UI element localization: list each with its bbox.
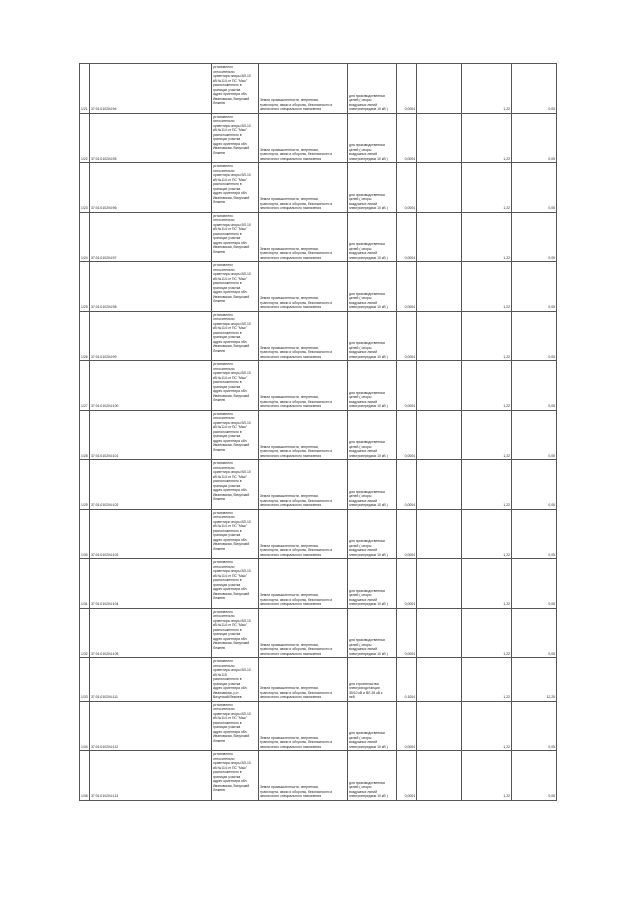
permitted-use-cell: для производственных целей ( опоры воздушных линий электропередачи 10 кВ ) — [348, 311, 397, 361]
empty-cell — [417, 509, 462, 559]
table-row — [80, 658, 557, 702]
area-cell: 0,0004 — [397, 410, 417, 460]
area-cell: 0,0004 — [397, 701, 417, 751]
empty-cell — [417, 559, 462, 609]
tax-amount-cell: 0,05 — [512, 311, 557, 361]
location-description-cell: установлено относительно ориентира опоры ВЛ-10 кВ №114 от ПС "Мыс" расположенного в границах участка адрес ориентира обл. Ивановская, Вичугский Лежнев — [212, 361, 259, 411]
table-row — [80, 460, 557, 510]
row-number-cell: 1/29 — [80, 460, 90, 510]
land-category-cell: Земли промышленности, энергетики, транспорта, связи и обороны, безопасности и земли иного специального назначения — [259, 163, 348, 213]
cadastral-number-cell: 37:01:010204:102 — [90, 460, 212, 510]
permitted-use-cell: для производственных целей ( опоры воздушных линий электропередачи 10 кВ ) — [348, 509, 397, 559]
cadastral-number-cell: 37:01:010204:96 — [90, 163, 212, 213]
cadastral-number-cell: 37:01:010204:105 — [90, 608, 212, 658]
tax-amount-cell: 0,05 — [512, 701, 557, 751]
area-cell: 0,0004 — [397, 559, 417, 609]
cadastral-number-cell: 37:01:010204:98 — [90, 262, 212, 312]
rate-cell: 1,22 — [462, 361, 512, 411]
rate-cell: 1,22 — [462, 608, 512, 658]
permitted-use-cell: для производственных целей ( опоры воздушных линий электропередачи 10 кВ ) — [348, 64, 397, 114]
cadastral-number-cell: 37:01:010204:112 — [90, 701, 212, 751]
location-description-cell: установлено относительно ориентира опоры ВЛ-10 кВ №114 от ПС "Мыс" расположенного в границах участка адрес ориентира обл. Ивановская, Вичугский Лежнев — [212, 608, 259, 658]
land-category-cell: Земли промышленности, энергетики, транспорта, связи и обороны, безопасности и земли иного специального назначения — [259, 608, 348, 658]
row-number-cell: 1/32 — [80, 608, 90, 658]
empty-cell — [417, 701, 462, 751]
location-description-cell: установлено относительно ориентира опоры ВЛ-10 кВ №114 от ПС "Мыс" расположенного в границах участка адрес ориентира обл. Ивановская, Вичугский Лежнев — [212, 64, 259, 114]
location-description-cell: установлено относительно ориентира опоры ВЛ-10 кВ №114 от ПС "Мыс" расположенного в границах участка адрес ориентира обл. Ивановская, Вичугский Лежнев — [212, 113, 259, 163]
table-row — [80, 608, 557, 658]
cadastral-number-cell: 37:01:010204:103 — [90, 509, 212, 559]
empty-cell — [417, 751, 462, 801]
rate-cell: 1,22 — [462, 212, 512, 262]
table-row — [80, 212, 557, 262]
cadastral-number-cell: 37:01:010204:94 — [90, 64, 212, 114]
rate-cell: 1,22 — [462, 460, 512, 510]
land-category-cell: Земли промышленности, энергетики, транспорта, связи и обороны, безопасности и земли иного специального назначения — [259, 212, 348, 262]
location-description-cell: установлено относительно ориентира опоры ВЛ-10 кВ №114 от ПС "Мыс" расположенного в границах участка адрес ориентира обл. Ивановская, Вичугский Лежнев — [212, 163, 259, 213]
land-category-cell: Земли промышленности, энергетики, транспорта, связи и обороны, безопасности и земли иного специального назначения — [259, 262, 348, 312]
land-category-cell: Земли промышленности, энергетики, транспорта, связи и обороны, безопасности и земли иного специального назначения — [259, 559, 348, 609]
empty-cell — [417, 262, 462, 312]
tax-amount-cell: 0,05 — [512, 212, 557, 262]
permitted-use-cell: для производственных целей ( опоры воздушных линий электропередачи 10 кВ ) — [348, 163, 397, 213]
area-cell: 0,0004 — [397, 460, 417, 510]
row-number-cell: 1/25 — [80, 262, 90, 312]
land-category-cell: Земли промышленности, энергетики, транспорта, связи и обороны, безопасности и земли иного специального назначения — [259, 410, 348, 460]
land-category-cell: Земли промышленности, энергетики, транспорта, связи и обороны, безопасности и земли иного специального назначения — [259, 701, 348, 751]
table-row — [80, 361, 557, 411]
area-cell: 0,0004 — [397, 361, 417, 411]
table-row — [80, 262, 557, 312]
area-cell: 0,0004 — [397, 311, 417, 361]
area-cell: 0,0004 — [397, 113, 417, 163]
tax-amount-cell: 0,05 — [512, 262, 557, 312]
row-number-cell: 1/35 — [80, 751, 90, 801]
rate-cell: 1,22 — [462, 751, 512, 801]
location-description-cell: установлено относительно ориентира опоры ВЛ-10 кВ №114 от ПС "Мыс" расположенного в границах участка адрес ориентира обл. Ивановская, Вичугский Лежнев — [212, 410, 259, 460]
cadastral-number-cell: 37:01:010204:97 — [90, 212, 212, 262]
tax-amount-cell: 0,05 — [512, 460, 557, 510]
land-category-cell: Земли промышленности, энергетики, транспорта, связи и обороны, безопасности и земли иного специального назначения — [259, 751, 348, 801]
row-number-cell: 1/22 — [80, 113, 90, 163]
tax-amount-cell: 0,05 — [512, 559, 557, 609]
table-row — [80, 509, 557, 559]
permitted-use-cell: для производственных целей ( опоры воздушных линий электропередачи 10 кВ ) — [348, 212, 397, 262]
table-row — [80, 64, 557, 114]
rate-cell: 1,22 — [462, 262, 512, 312]
row-number-cell: 1/27 — [80, 361, 90, 411]
location-description-cell: установлено относительно ориентира опоры ВЛ-10 кВ №114 от ПС "Мыс" расположенного в границах участка адрес ориентира обл. Ивановская, Вичугский Лежнев — [212, 262, 259, 312]
permitted-use-cell: для производственных целей ( опоры воздушных линий электропередачи 10 кВ ) — [348, 559, 397, 609]
row-number-cell: 1/30 — [80, 509, 90, 559]
table-row — [80, 559, 557, 609]
cadastral-number-cell: 37:01:010204:99 — [90, 311, 212, 361]
table-row — [80, 311, 557, 361]
tax-amount-cell: 0,05 — [512, 410, 557, 460]
cadastral-number-cell: 37:01:010204:101 — [90, 410, 212, 460]
tax-amount-cell: 0,05 — [512, 608, 557, 658]
table-row — [80, 410, 557, 460]
cadastral-number-cell: 37:01:010204:113 — [90, 751, 212, 801]
tax-amount-cell: 0,05 — [512, 64, 557, 114]
land-category-cell: Земли промышленности, энергетики, транспорта, связи и обороны, безопасности и земли иного специального назначения — [259, 509, 348, 559]
table-row — [80, 163, 557, 213]
table-row — [80, 701, 557, 751]
permitted-use-cell: для производственных целей ( опоры воздушных линий электропередачи 10 кВ ) — [348, 460, 397, 510]
tax-amount-cell: 12,25 — [512, 658, 557, 702]
permitted-use-cell: для производственных целей ( опоры воздушных линий электропередачи 10 кВ ) — [348, 751, 397, 801]
area-cell: 0,0004 — [397, 163, 417, 213]
area-cell: 0,0004 — [397, 262, 417, 312]
location-description-cell: установлено относительно ориентира опоры ВЛ-10 кВ №114 от ПС "Мыс" расположенного в границах участка адрес ориентира обл. Ивановская, Вичугский Лежнев — [212, 509, 259, 559]
empty-cell — [417, 608, 462, 658]
row-number-cell: 1/28 — [80, 410, 90, 460]
rate-cell: 1,22 — [462, 509, 512, 559]
area-cell: 0,0004 — [397, 608, 417, 658]
rate-cell: 1,22 — [462, 410, 512, 460]
empty-cell — [417, 64, 462, 114]
permitted-use-cell: для производственных целей ( опоры воздушных линий электропередачи 10 кВ ) — [348, 701, 397, 751]
permitted-use-cell: для производственных целей ( опоры воздушных линий электропередачи 10 кВ ) — [348, 262, 397, 312]
tax-amount-cell: 0,05 — [512, 751, 557, 801]
empty-cell — [417, 163, 462, 213]
permitted-use-cell: для производственных целей ( опоры воздушных линий электропередачи 10 кВ ) — [348, 361, 397, 411]
tax-amount-cell: 0,05 — [512, 113, 557, 163]
land-category-cell: Земли промышленности, энергетики, транспорта, связи и обороны, безопасности и земли иного специального назначения — [259, 658, 348, 702]
land-category-cell: Земли промышленности, энергетики, транспорта, связи и обороны, безопасности и земли иного специального назначения — [259, 311, 348, 361]
permitted-use-cell: для производственных целей ( опоры воздушных линий электропередачи 10 кВ ) — [348, 608, 397, 658]
area-cell: 0,0004 — [397, 509, 417, 559]
empty-cell — [417, 460, 462, 510]
table-row — [80, 113, 557, 163]
tax-amount-cell: 0,05 — [512, 509, 557, 559]
permitted-use-cell: для строительства электроподстанции 35/10 кВ и ВЛ-35 кВ к ней — [348, 658, 397, 702]
empty-cell — [417, 658, 462, 702]
rate-cell: 1,22 — [462, 658, 512, 702]
area-cell: 0,0004 — [397, 64, 417, 114]
cadastral-number-cell: 37:01:010204:95 — [90, 113, 212, 163]
rate-cell: 1,22 — [462, 311, 512, 361]
empty-cell — [417, 113, 462, 163]
empty-cell — [417, 361, 462, 411]
rate-cell: 1,22 — [462, 559, 512, 609]
land-category-cell: Земли промышленности, энергетики, транспорта, связи и обороны, безопасности и земли иного специального назначения — [259, 460, 348, 510]
location-description-cell: установлено относительно ориентира опоры ВЛ-10 кВ №114 от ПС "Мыс" расположенного в границах участка адрес ориентира обл. Ивановская, Вичугский Лежнев — [212, 751, 259, 801]
row-number-cell: 1/31 — [80, 559, 90, 609]
tax-amount-cell: 0,05 — [512, 163, 557, 213]
area-cell: 0,1004 — [397, 658, 417, 702]
rate-cell: 1,22 — [462, 163, 512, 213]
table-row — [80, 751, 557, 801]
land-category-cell: Земли промышленности, энергетики, транспорта, связи и обороны, безопасности и земли иного специального назначения — [259, 361, 348, 411]
row-number-cell: 1/21 — [80, 64, 90, 114]
land-plots-table — [79, 63, 557, 801]
row-number-cell: 1/24 — [80, 212, 90, 262]
rate-cell: 1,22 — [462, 113, 512, 163]
row-number-cell: 1/26 — [80, 311, 90, 361]
cadastral-number-cell: 37:01:010204:111 — [90, 658, 212, 702]
location-description-cell: установлено относительно ориентира опоры ВЛ-10 кВ №114 от ПС "Мыс" расположенного в границах участка адрес ориентира обл. Ивановская, Вичугский Лежнев — [212, 311, 259, 361]
row-number-cell: 1/33 — [80, 658, 90, 702]
tax-amount-cell: 0,05 — [512, 361, 557, 411]
empty-cell — [417, 410, 462, 460]
location-description-cell: установлено относительно ориентира опоры ВЛ-10 кВ №114 от ПС "Мыс" расположенного в границах участка адрес ориентира обл. Ивановская, Вичугский Лежнев — [212, 559, 259, 609]
location-description-cell: установлено относительно ориентира опоры ВЛ-10 кВ №114 от ПС "Мыс" расположенного в границах участка адрес ориентира обл. Ивановская, Вичугский Лежнев — [212, 212, 259, 262]
area-cell: 0,0004 — [397, 212, 417, 262]
empty-cell — [417, 311, 462, 361]
permitted-use-cell: для производственных целей ( опоры воздушных линий электропередачи 10 кВ ) — [348, 410, 397, 460]
row-number-cell: 1/23 — [80, 163, 90, 213]
location-description-cell: установлено относительно ориентира опоры ВЛ-10 кВ №115 расположенного в границах участка адрес ориентира обл. Ивановская, р-н Вичугский/Лежнев — [212, 658, 259, 702]
land-category-cell: Земли промышленности, энергетики, транспорта, связи и обороны, безопасности и земли иного специального назначения — [259, 64, 348, 114]
location-description-cell: установлено относительно ориентира опоры ВЛ-10 кВ №114 от ПС "Мыс" расположенного в границах участка адрес ориентира обл. Ивановская, Вичугский Лежнев — [212, 701, 259, 751]
rate-cell: 1,22 — [462, 64, 512, 114]
empty-cell — [417, 212, 462, 262]
land-category-cell: Земли промышленности, энергетики, транспорта, связи и обороны, безопасности и земли иного специального назначения — [259, 113, 348, 163]
location-description-cell: установлено относительно ориентира опоры ВЛ-10 кВ №114 от ПС "Мыс" расположенного в границах участка адрес ориентира обл. Ивановская, Вичугский Лежнев — [212, 460, 259, 510]
rate-cell: 1,22 — [462, 701, 512, 751]
area-cell: 0,0004 — [397, 751, 417, 801]
permitted-use-cell: для производственных целей ( опоры воздушных линий электропередачи 10 кВ ) — [348, 113, 397, 163]
row-number-cell: 1/34 — [80, 701, 90, 751]
cadastral-number-cell: 37:01:010204:100 — [90, 361, 212, 411]
cadastral-number-cell: 37:01:010204:104 — [90, 559, 212, 609]
